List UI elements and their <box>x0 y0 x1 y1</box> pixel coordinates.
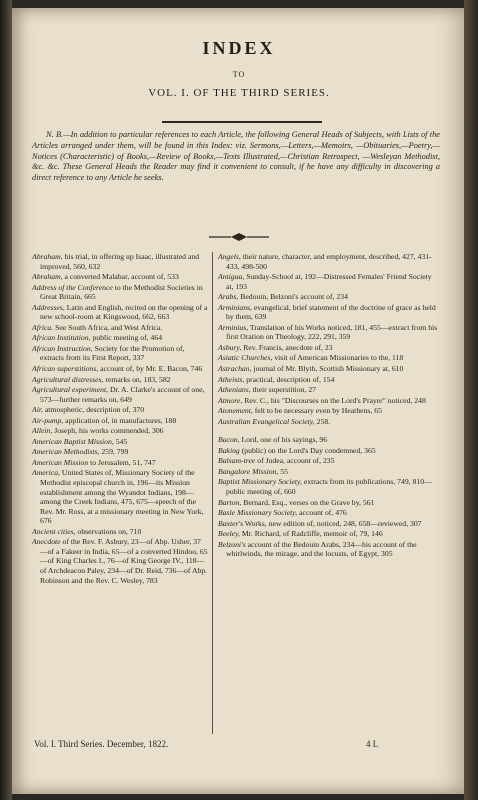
index-entry <box>32 344 208 363</box>
index-entry-refs: account of the Bedouin Arabs, 234—his account of the whirlwinds, the mirage, and the locusts, of Egypt, 305 <box>226 539 417 559</box>
index-entry-refs: felt to be necessary even by Heathens, 65 <box>252 406 382 416</box>
index-column-left <box>32 252 208 586</box>
index-entry-refs: Dr. A. Clarke's account of one, 573—further remarks on, 649 <box>40 385 205 404</box>
index-entry-refs: Works, new edition of, noticed, 248, 658—reviewed, 307 <box>243 518 422 528</box>
index-entry-head: Arminius, <box>218 322 249 332</box>
index-entry <box>32 416 208 426</box>
index-entry-refs: Latin and English, recited on the opening of a new school-room at Kingswood, 662, 663 <box>40 302 208 322</box>
index-entry-refs: See South Africa, and West Africa. <box>53 322 163 332</box>
index-entry-head: Asbury, <box>218 342 242 352</box>
index-entry-head: African superstitions, <box>32 364 99 374</box>
index-entry-head: Athenians, <box>218 385 251 395</box>
index-entry-head: American Mission <box>32 457 89 467</box>
index-entry <box>218 435 438 445</box>
index-entry <box>32 303 208 322</box>
index-entry <box>218 417 438 427</box>
index-entry-refs: Bernard, Esq., verses on the Grave by, 561 <box>241 497 375 507</box>
index-entry-refs: extracts from its publications, 749, 810—public meeting of, 660 <box>226 477 432 497</box>
index-entry <box>218 303 438 322</box>
index-entry <box>32 283 208 302</box>
index-entry-head: Arabs, <box>218 292 239 302</box>
index-entry <box>32 437 208 447</box>
index-entry-refs: 259, 799 <box>99 447 129 457</box>
index-entry-head: Beeley, <box>218 529 240 539</box>
index-entry <box>32 468 208 525</box>
index-entry-head: African Instruction, <box>32 343 93 353</box>
index-entry <box>218 292 438 302</box>
index-entry-head: American Methodists, <box>32 447 100 457</box>
index-entry-refs: observations on, 710 <box>75 526 142 536</box>
index-entry <box>218 364 438 374</box>
book-binding <box>0 0 12 800</box>
index-entry-head: African Institution, <box>32 333 91 343</box>
index-entry-refs: a converted Malabar, account of, 533 <box>62 272 179 282</box>
index-entry <box>218 427 438 434</box>
index-entry-refs: atmospheric, description of, 370 <box>42 405 145 415</box>
index-entry-refs: (public) on the Lord's Day condemned, 365 <box>239 445 376 455</box>
index-entry-head: Abraham, <box>32 272 63 282</box>
index-entry-refs: Translation of his Works noticed, 181, 455—extract from his first Oration on Theology, 222, 291, 359 <box>226 322 438 342</box>
index-entry <box>32 333 208 343</box>
index-entry <box>218 540 438 559</box>
index-entry-head: Bacon, <box>218 435 240 445</box>
index-entry-head: Address of the Conference <box>32 282 113 292</box>
index-entry <box>32 537 208 585</box>
index-entry <box>218 396 438 406</box>
index-entry-refs: Rev. C., his "Discourses on the Lord's Prayer" noticed, 248 <box>242 395 426 405</box>
index-entry-head: Barton, <box>218 497 242 507</box>
index-entry-refs: Rev. Francis, anecdote of, 23 <box>241 342 333 352</box>
index-entry <box>32 323 208 333</box>
index-entry-refs: Joseph, his works commended, 306 <box>52 426 164 436</box>
index-entry <box>218 519 438 529</box>
index-to: TO <box>232 70 246 79</box>
index-entry-head: Air, <box>32 405 43 415</box>
index-entry <box>218 406 438 416</box>
index-entry-refs: account of, 476 <box>297 508 347 518</box>
index-entry-refs: their nature, character, and employment, described, 427, 431-433, 498-500 <box>226 252 432 271</box>
index-entry <box>32 447 208 457</box>
index-entry-head: Addresses, <box>32 302 65 312</box>
index-column-right <box>218 252 438 560</box>
index-entry <box>218 252 438 271</box>
index-entry-head: Baptist Missionary Society, <box>218 477 302 487</box>
ornament-divider <box>209 232 269 242</box>
index-entry-head: Abraham, <box>32 252 63 261</box>
index-entry-refs: Mr. Richard, of Radcliffe, memoir of, 79, 146 <box>239 529 383 539</box>
index-entry-refs: his trial, in offering up Isaac, illustrated and improved, 560, 632 <box>40 252 200 271</box>
index-entry-head: Africa. <box>32 322 54 332</box>
index-entry-refs: practical, description of, 154 <box>244 374 335 384</box>
index-entry <box>32 385 208 404</box>
index-entry-refs: to the Methodist Societies in Great Britain, 665 <box>40 282 203 302</box>
index-entry-refs: public meeting of, 464 <box>90 333 163 343</box>
index-entry <box>218 353 438 363</box>
index-entry-refs: of the Rev. F. Asbury, 23—of Abp. Usher, 37—of a Fakeer in India, 65—of a converted Hindoo, 65—of King Charles I., 76—of King George IV., 118—of Archdeacon Paley, 234—of Dr. Reid, 736—of Abp. Robinson and the Rev. C. Wesley, 783 <box>40 537 208 585</box>
index-entry-head: Anecdote <box>32 537 61 547</box>
index-entry-head: Baking <box>218 445 240 455</box>
index-entry-head: Atonement, <box>218 406 253 416</box>
footer-signature: Vol. I. Third Series. December, 1822. <box>34 739 169 749</box>
index-entry-refs: visit of American Missionaries to the, 118 <box>272 353 404 363</box>
index-entry-refs: to Jerusalem, 51, 747 <box>88 457 156 467</box>
index-entry-refs: of Judea, account of, 235 <box>255 456 335 466</box>
index-entry-head: Arminians, <box>218 302 252 312</box>
index-entry <box>218 498 438 508</box>
index-entry <box>218 385 438 395</box>
index-entry <box>32 252 208 271</box>
footer-page-mark: 4 L <box>366 739 379 749</box>
index-entry <box>32 272 208 282</box>
index-entry-refs: 545 <box>113 436 128 446</box>
index-entry <box>218 343 438 353</box>
index-entry-head: American Baptist Mission, <box>32 436 114 446</box>
editorial-note <box>32 130 440 184</box>
editorial-note-text: N. B.—In addition to particular references to each Article, the following General Heads of Subjects, with Lists of the Articles arranged under them, will be found in this Index: viz. Sermons,—Letters,—Memoirs, —Obituaries,—Poetry,—Notices (Characteristic) of Books,—Review of Books,—Texts Illustrated,—Christian Retrospect, —Wesleyan Methodist, &c. &c. These General Heads the Reader may find it convenient to consult, if he have any difficulty in discovering a direct reference to any Article he seeks. <box>32 130 440 183</box>
index-entry <box>32 375 208 385</box>
index-entry <box>218 323 438 342</box>
index-entry-head: Atheists, <box>218 374 245 384</box>
index-title: INDEX <box>202 38 276 58</box>
index-entry <box>218 375 438 385</box>
index-entry-head: Belzoni's <box>218 539 246 549</box>
page-edge <box>464 0 478 800</box>
index-entry-head: Baxter's <box>218 518 244 528</box>
index-entry-head: Agricultural experiment, <box>32 385 109 395</box>
index-entry <box>32 426 208 436</box>
index-entry-refs: account of, by Mr. E. Bacon, 746 <box>98 364 203 374</box>
index-entry-head: Agricultural distresses, <box>32 374 104 384</box>
index-entry-head: Angels, <box>218 252 241 261</box>
index-entry <box>32 527 208 537</box>
index-entry-head: Bangalore Mission, <box>218 466 279 476</box>
volume-heading: VOL. I. OF THE THIRD SERIES. <box>148 87 330 99</box>
index-entry-refs: 55 <box>278 466 288 476</box>
index-entry-refs: Bedouin, Belzoni's account of, 234 <box>238 292 348 302</box>
index-entry-refs: journal of Mr. Blyth, Scottish Missionary at, 610 <box>251 364 404 374</box>
column-divider <box>212 252 213 734</box>
index-entry-head: Basle Missionary Society, <box>218 508 298 518</box>
index-entry <box>32 405 208 415</box>
heading-rule <box>162 121 322 123</box>
index-entry <box>218 272 438 291</box>
index-entry-refs: United States of, Missionary Society of the Methodist episcopal church in, 196—its Mission establishment among the Wyandot Indians, 198—among the Creek Indians, 475, 675—speech of the Rev. Mr. Ross, at a missionary meeting in New York, 676 <box>40 468 204 526</box>
index-entry <box>218 477 438 496</box>
index-entry-head: Astrachan, <box>218 364 252 374</box>
index-entry-head: Balsam-tree <box>218 456 256 466</box>
index-entry <box>218 467 438 477</box>
index-entry-head: Asiatic Churches, <box>218 353 273 363</box>
index-entry <box>32 458 208 468</box>
index-entry <box>218 508 438 518</box>
index-entry-head: Ancient cities, <box>32 526 76 536</box>
index-entry-head: Australian Evangelical Society, <box>218 416 315 426</box>
index-entry-head: America, <box>32 468 60 478</box>
index-entry <box>218 529 438 539</box>
index-entry-head: Air-pump, <box>32 415 64 425</box>
index-entry <box>218 446 438 456</box>
index-entry-refs: Sunday-School at, 192—Distressed Females' Friend Society at, 193 <box>226 272 432 291</box>
index-entry-head: Atmore, <box>218 395 243 405</box>
index-entry-refs: Lord, one of his sayings, 96 <box>239 435 328 445</box>
index-entry-refs: 258. <box>314 416 331 426</box>
index-entry <box>32 364 208 374</box>
index-entry-refs: Society for the Promotion of, extracts from its First Report, 337 <box>40 343 185 363</box>
index-entry-refs: application of, in manufactures, 188 <box>63 415 177 425</box>
index-entry-refs: remarks on, 183, 582 <box>103 374 171 384</box>
index-entry-head: Allein, <box>32 426 53 436</box>
index-entry <box>218 456 438 466</box>
index-entry-refs: evangelical, brief statement of the doctrine of grace as held by them, 639 <box>226 302 436 322</box>
index-entry-refs: their superstition, 27 <box>250 385 317 395</box>
index-entry-head: Antigua, <box>218 272 245 282</box>
